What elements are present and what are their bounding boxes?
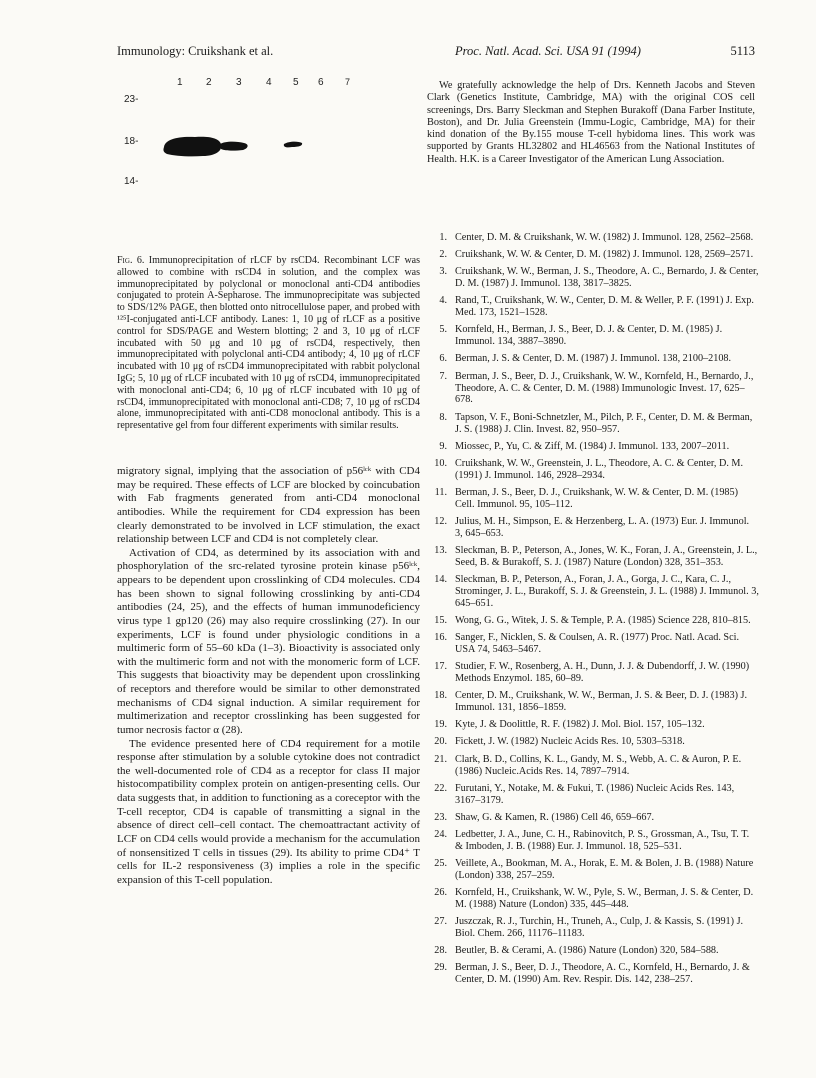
reference-text: Clark, B. D., Collins, K. L., Gandy, M. S., Webb, A. C. & Auron, P. E. (1986) Nucleic.Acids Res. 14, 7897–7914. [455, 753, 742, 777]
reference-text: Sanger, F., Nicklen, S. & Coulsen, A. R. (1977) Proc. Natl. Acad. Sci. USA 74, 5463–5467. [455, 632, 739, 656]
reference-item [427, 887, 759, 911]
paragraph: migratory signal, implying that the association of p56ˡᶜᵏ with CD4 may be required. These effects of LCF are blocked by coincubation with Fab fragments generated from anti-CD4 monoclonal antibodies. While the requirement for CD4 expression has been clearly demonstrated to be involved in LCF stimulation, the exact relationship between LCF and CD4 is not completely clear. [117, 465, 420, 546]
body-text [117, 465, 420, 887]
reference-text: Shaw, G. & Kamen, R. (1986) Cell 46, 659–667. [455, 811, 655, 823]
reference-item [427, 858, 759, 882]
reference-number: 19. [434, 719, 447, 731]
running-head: Immunology: Cruikshank et al. [117, 44, 274, 58]
reference-item [427, 232, 759, 244]
reference-number: 7. [439, 370, 447, 382]
reference-text: Sleckman, B. P., Peterson, A., Foran, J. A., Gorga, J. C., Kara, C. J., Strominger, J. L., Burakoff, S. J. & Greenstein, J. L. (1988) J. Immunol. 3, 645–651. [455, 574, 759, 609]
reference-item [427, 458, 759, 482]
reference-text: Julius, M. H., Simpson, E. & Herzenberg, L. A. (1973) Eur. J. Immunol. 3, 645–653. [455, 515, 750, 539]
reference-number: 5. [439, 324, 447, 336]
reference-text: Sleckman, B. P., Peterson, A., Jones, W. K., Foran, J. A., Greenstein, J. L., Seed, B. & Burakoff, S. J. (1987) Nature (London) 328, 351–353. [455, 544, 758, 568]
reference-item [427, 736, 759, 748]
paragraph: Activation of CD4, as determined by its association with and phosphorylation of the src-related tyrosine protein kinase p56ˡᶜᵏ, appears to be dependent upon crosslinking of CD4 molecules. CD4 has been shown to signal following crosslinking by anti-CD4 antibodies (24, 25), and the effects of human immunodeficiency virus type 1 gp120 (26) may also require crosslinking (27). In our experiments, LCF is found under physiologic conditions in a multimeric form of 55–60 kDa (1–3). Bioactivity is associated only with the multimeric form and not with the monomeric form of LCF. This suggests that bioactivity may be dependent upon crosslinking of receptors and therefore would be similar to other demonstrated mechanisms of CD4 signal induction. A similar requirement for multimerization and receptor crosslinking has been suggested for tumor necrosis factor α (28). [117, 546, 420, 736]
reference-item [427, 661, 759, 685]
reference-number: 20. [434, 736, 447, 748]
reference-text: Kornfeld, H., Berman, J. S., Beer, D. J. & Center, D. M. (1985) J. Immunol. 134, 3887–3890. [455, 324, 723, 348]
lane-label: 5 [293, 77, 299, 88]
acknowledgment: We gratefully acknowledge the help of Drs. Kenneth Jacobs and Steven Clark (Genetics Institute, Cambridge, MA) with the original COS cell screenings, Drs. Barry Sleckman and Stephen Burakoff (Dana Farber Institute, Boston), and Dr. Julia Greenstein (Immu-Logic, Cambridge, MA) for their kind donation of the By.155 mouse T-cell hybidoma lines. This work was supported by Grants HL32802 and HL46563 from the National Institutes of Health. H.K. is a Career Investigator of the American Lung Association. [427, 80, 755, 165]
reference-text: Furutani, Y., Notake, M. & Fukui, T. (1986) Nucleic Acids Res. 143, 3167–3179. [455, 782, 735, 806]
caption-text: Immunoprecipitation of rLCF by rsCD4. Recombinant LCF was allowed to combine with rsCD4 in solution, and the complex was immunoprecipitated by polyclonal or monoclonal anti-CD4 antibodies conjugated to protein A-Sepharose. The immunoprecipitate was subjected to SDS/12% PAGE, then blotted onto nitrocellulose paper, and probed with ¹²⁵I-conjugated anti-LCF antibody. Lanes: 1, 10 μg of rLCF as a positive control for SDS/PAGE and Western blotting; 2 and 3, 10 μg of rLCF incubated with 50 μg and 10 μg of rsCD4, respectively, then immunoprecipitated with polyclonal anti-CD4 antibody; 4, 10 μg of rLCF incubated with 10 μg of rsCD4 immunoprecipitated with rabbit polyclonal IgG; 5, 10 μg of rLCF incubated with 10 μg of rsCD4, immunoprecipitated with monoclonal anti-CD4; 6, 10 μg of rLCF incubated with 10 μg of rsCD4, immunoprecipitated with monoclonal anti-CD8; 7, 10 μg of rsCD4 alone, immunoprecipitated with anti-CD8 monoclonal antibody. This is a representative gel from four different experiments with similar results. [117, 255, 420, 432]
reference-item [427, 962, 759, 986]
reference-item [427, 545, 759, 569]
reference-number: 9. [439, 440, 447, 452]
marker-label: 14- [124, 176, 139, 187]
reference-number: 6. [439, 353, 447, 365]
reference-text: Miossec, P., Yu, C. & Ziff, M. (1984) J. Immunol. 133, 2007–2011. [455, 440, 730, 452]
reference-item [427, 353, 759, 365]
reference-number: 24. [434, 828, 447, 840]
reference-number: 23. [434, 811, 447, 823]
reference-text: Center, D. M., Cruikshank, W. W., Berman, J. S. & Beer, D. J. (1983) J. Immunol. 131, 1856–1859. [455, 690, 748, 714]
reference-text: Berman, J. S., Beer, D. J., Cruikshank, W. W. & Center, D. M. (1985) Cell. Immunol. 95, 105–112. [455, 486, 738, 510]
lane-label: 6 [318, 77, 324, 88]
reference-text: Berman, J. S., Beer, D. J., Theodore, A. C., Kornfeld, H., Bernardo, J. & Center, D. M. (1990) Am. Rev. Respir. Dis. 142, 238–257. [455, 962, 750, 986]
reference-number: 4. [439, 295, 447, 307]
lane-label: 1 [177, 77, 183, 88]
reference-number: 14. [434, 574, 447, 585]
reference-item [427, 249, 759, 261]
reference-text: Ledbetter, J. A., June, C. H., Rabinovitch, P. S., Grossman, A., Tsu, T. T. & Imboden, J. B. (1988) Eur. J. Immunol. 18, 525–531. [455, 828, 750, 852]
reference-number: 28. [434, 945, 447, 957]
reference-item [427, 812, 759, 824]
reference-number: 10. [434, 457, 447, 469]
reference-item [427, 516, 759, 540]
reference-number: 12. [434, 515, 447, 527]
reference-item [427, 754, 759, 778]
reference-item [427, 916, 759, 940]
reference-list [427, 232, 759, 991]
reference-number: 25. [434, 857, 447, 869]
reference-item [427, 574, 759, 610]
reference-item [427, 266, 759, 290]
reference-number: 8. [439, 411, 447, 423]
band-lane-1-2 [163, 137, 221, 157]
reference-text: Berman, J. S., Beer, D. J., Cruikshank, W. W., Kornfeld, H., Bernardo, J., Theodore, A. C. & Center, D. M. (1988) Immunologic Invest. 17, 625–678. [455, 370, 754, 406]
journal-citation: Proc. Natl. Acad. Sci. USA 91 (1994) [455, 44, 641, 58]
reference-text: Cruikshank, W. W., Greenstein, J. L., Theodore, A. C. & Center, D. M. (1991) J. Immunol. 146, 2928–2934. [455, 457, 744, 481]
reference-number: 15. [434, 615, 447, 626]
reference-text: Center, D. M. & Cruikshank, W. W. (1982) J. Immunol. 128, 2562–2568. [455, 232, 754, 243]
reference-number: 29. [434, 962, 447, 974]
reference-number: 1. [439, 232, 447, 243]
reference-item [427, 719, 759, 731]
reference-number: 17. [434, 661, 447, 673]
reference-item [427, 441, 759, 453]
reference-number: 16. [434, 632, 447, 644]
marker-label: 23- [124, 94, 139, 105]
marker-label: 18- [124, 136, 139, 147]
reference-text: Wong, G. G., Witek, J. S. & Temple, P. A. (1985) Science 228, 810–815. [455, 615, 751, 626]
reference-number: 3. [439, 266, 447, 278]
reference-text: Tapson, V. F., Boni-Schnetzler, M., Pilch, P. F., Center, D. M. & Berman, J. S. (1988) J. Clin. Invest. 82, 950–957. [455, 411, 753, 435]
reference-number: 13. [434, 544, 447, 556]
reference-number: 27. [434, 916, 447, 927]
lane-label: 4 [266, 77, 272, 88]
reference-item [427, 412, 759, 436]
reference-text: Berman, J. S. & Center, D. M. (1987) J. Immunol. 138, 2100–2108. [455, 353, 732, 365]
reference-item [427, 690, 759, 714]
band-lane-5 [284, 142, 302, 148]
reference-text: Beutler, B. & Cerami, A. (1986) Nature (London) 320, 584–588. [455, 945, 719, 957]
reference-text: Cruikshank, W. W. & Center, D. M. (1982) J. Immunol. 128, 2569–2571. [455, 249, 754, 261]
paragraph: The evidence presented here of CD4 requirement for a motile response after stimulation by a soluble cytokine does not contradict the well-documented role of CD4 as a receptor for class II major histocompatibility complex protein on antigen-presenting cells. Our data suggests that, in addition to functioning as a coreceptor with the T-cell receptor, CD4 is capable of transmitting a signal in the absence of direct cell–cell contact. The chemoattractant activity of LCF on CD4 cells would provide a mechanism for the accumulation of nonsensitized T cells in tissues (29). Its ability to prime CD4⁺ T cells for IL-2 responsiveness (3) implies a role in the specific expansion of this T-cell population. [117, 737, 420, 886]
reference-text: Cruikshank, W. W., Berman, J. S., Theodore, A. C., Bernardo, J. & Center, D. M. (1987) J. Immunol. 138, 3817–3825. [455, 266, 759, 290]
reference-text: Juszczak, R. J., Turchin, H., Truneh, A., Culp, J. & Kassis, S. (1991) J. Biol. Chem. 266, 11176–11183. [455, 916, 744, 939]
journal-header [455, 44, 755, 59]
reference-number: 21. [434, 753, 447, 765]
band-lane-3 [220, 142, 248, 151]
reference-item [427, 945, 759, 957]
reference-item [427, 324, 759, 348]
figure-caption [117, 255, 420, 432]
reference-text: Kyte, J. & Doolittle, R. F. (1982) J. Mol. Biol. 157, 105–132. [455, 719, 705, 731]
reference-number: 26. [434, 886, 447, 898]
reference-item [427, 829, 759, 853]
reference-item [427, 783, 759, 807]
lane-label: 7 [345, 77, 351, 87]
western-blot-figure [117, 70, 387, 220]
reference-item [427, 615, 759, 627]
lane-label: 2 [206, 77, 212, 88]
reference-number: 18. [434, 690, 447, 702]
reference-number: 11. [434, 486, 447, 498]
reference-text: Fickett, J. W. (1982) Nucleic Acids Res. 10, 5303–5318. [455, 736, 685, 748]
reference-item [427, 632, 759, 656]
reference-text: Studier, F. W., Rosenberg, A. H., Dunn, J. J. & Dubendorff, J. W. (1990) Methods Enzymol. 185, 60–89. [455, 661, 750, 685]
lane-label: 3 [236, 77, 242, 88]
figure-label: Fig. 6. [117, 255, 145, 266]
reference-item [427, 371, 759, 407]
reference-number: 2. [439, 249, 447, 261]
reference-number: 22. [434, 782, 447, 794]
reference-item [427, 487, 759, 511]
reference-text: Kornfeld, H., Cruikshank, W. W., Pyle, S. W., Berman, J. S. & Center, D. M. (1988) Nature (London) 335, 445–448. [455, 886, 754, 910]
reference-text: Veillete, A., Bookman, M. A., Horak, E. M. & Bolen, J. B. (1988) Nature (London) 338, 257–259. [455, 857, 754, 881]
reference-item [427, 295, 759, 319]
reference-text: Rand, T., Cruikshank, W. W., Center, D. M. & Weller, P. F. (1991) J. Exp. Med. 173, 1521–1528. [455, 295, 754, 319]
page-number: 5113 [730, 44, 755, 58]
